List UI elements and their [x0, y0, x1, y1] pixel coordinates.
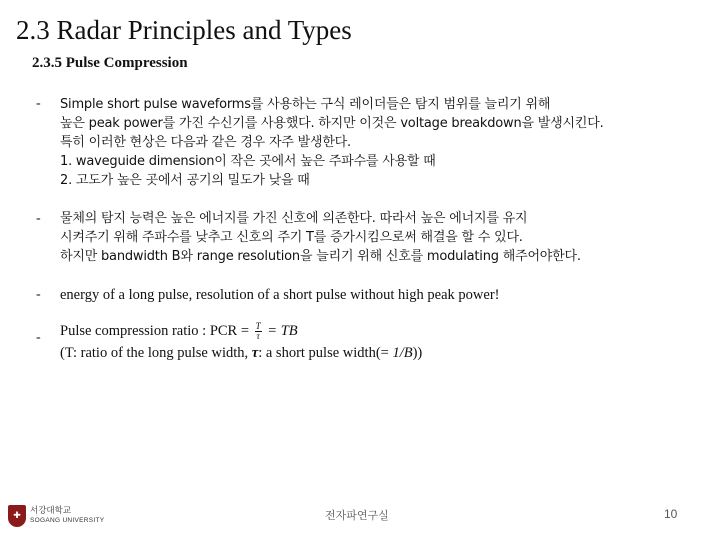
footer-lab-name: 전자파연구실	[325, 509, 389, 522]
pcr-frac-den: τ	[256, 331, 260, 342]
logo-text	[30, 507, 104, 525]
pcr-formula	[60, 320, 422, 342]
bullet-1-line: 2. 고도가 높은 곳에서 공기의 밀도가 낮을 때	[60, 173, 310, 188]
pcr-suffix: = TB	[263, 323, 298, 339]
pcr-frac-num: T	[255, 321, 261, 332]
bullet-marker: -	[36, 96, 41, 111]
pcr-prefix: Pulse compression ratio : PCR =	[60, 323, 253, 339]
note-middle: : a short pulse width(=	[258, 345, 393, 361]
bullet-marker: -	[36, 287, 41, 302]
pcr-note	[60, 342, 422, 364]
slide-subtitle: 2.3.5 Pulse Compression	[32, 55, 188, 71]
bullet-1-line: 특히 이러한 현상은 다음과 같은 경우 자주 발생한다.	[60, 135, 351, 150]
pcr-fraction	[255, 322, 262, 341]
bullet-2-line: 시켜주기 위해 주파수를 낮추고 신호의 주기 T를 증가시킴으로써 해결을 할 수 있다.	[60, 230, 523, 245]
page-number: 10	[664, 507, 678, 521]
note-end: ))	[412, 345, 423, 361]
logo-korean: 서강대학교	[30, 506, 72, 516]
crest-icon: ✚	[8, 505, 26, 527]
bullet-4-text	[60, 320, 422, 364]
bullet-1-line: Simple short pulse waveforms를 사용하는 구식 레이더들은 탐지 범위를 늘리기 위해	[60, 97, 551, 112]
bullet-marker: -	[36, 330, 41, 345]
bullet-2-line: 하지만 bandwidth B와 range resolution을 늘리기 위해 신호를 modulating 해주어야한다.	[60, 249, 581, 264]
bullet-3-line: energy of a long pulse, resolution of a short pulse without high peak power!	[60, 287, 500, 303]
bullet-1-line: 1. waveguide dimension이 작은 곳에서 높은 주파수를 사용할 때	[60, 154, 436, 169]
note-tau: τ	[251, 345, 259, 361]
university-logo	[8, 505, 104, 527]
logo-english: SOGANG UNIVERSITY	[30, 517, 105, 524]
bullet-2-line: 물체의 탐지 능력은 높은 에너지를 가진 신호에 의존한다. 따라서 높은 에너지를 유지	[60, 211, 528, 226]
bullet-marker: -	[36, 211, 41, 226]
bullet-1-text	[60, 95, 604, 190]
note-expr: 1/B	[392, 345, 413, 361]
slide-title: 2.3 Radar Principles and Types	[16, 15, 352, 45]
bullet-1-line: 높은 peak power를 가진 수신기를 사용했다. 하지만 이것은 voltage breakdown을 발생시킨다.	[60, 116, 604, 131]
bullet-3-text	[60, 286, 499, 305]
bullet-2-text	[60, 209, 581, 266]
note-prefix: (T: ratio of the long pulse width,	[60, 345, 252, 361]
